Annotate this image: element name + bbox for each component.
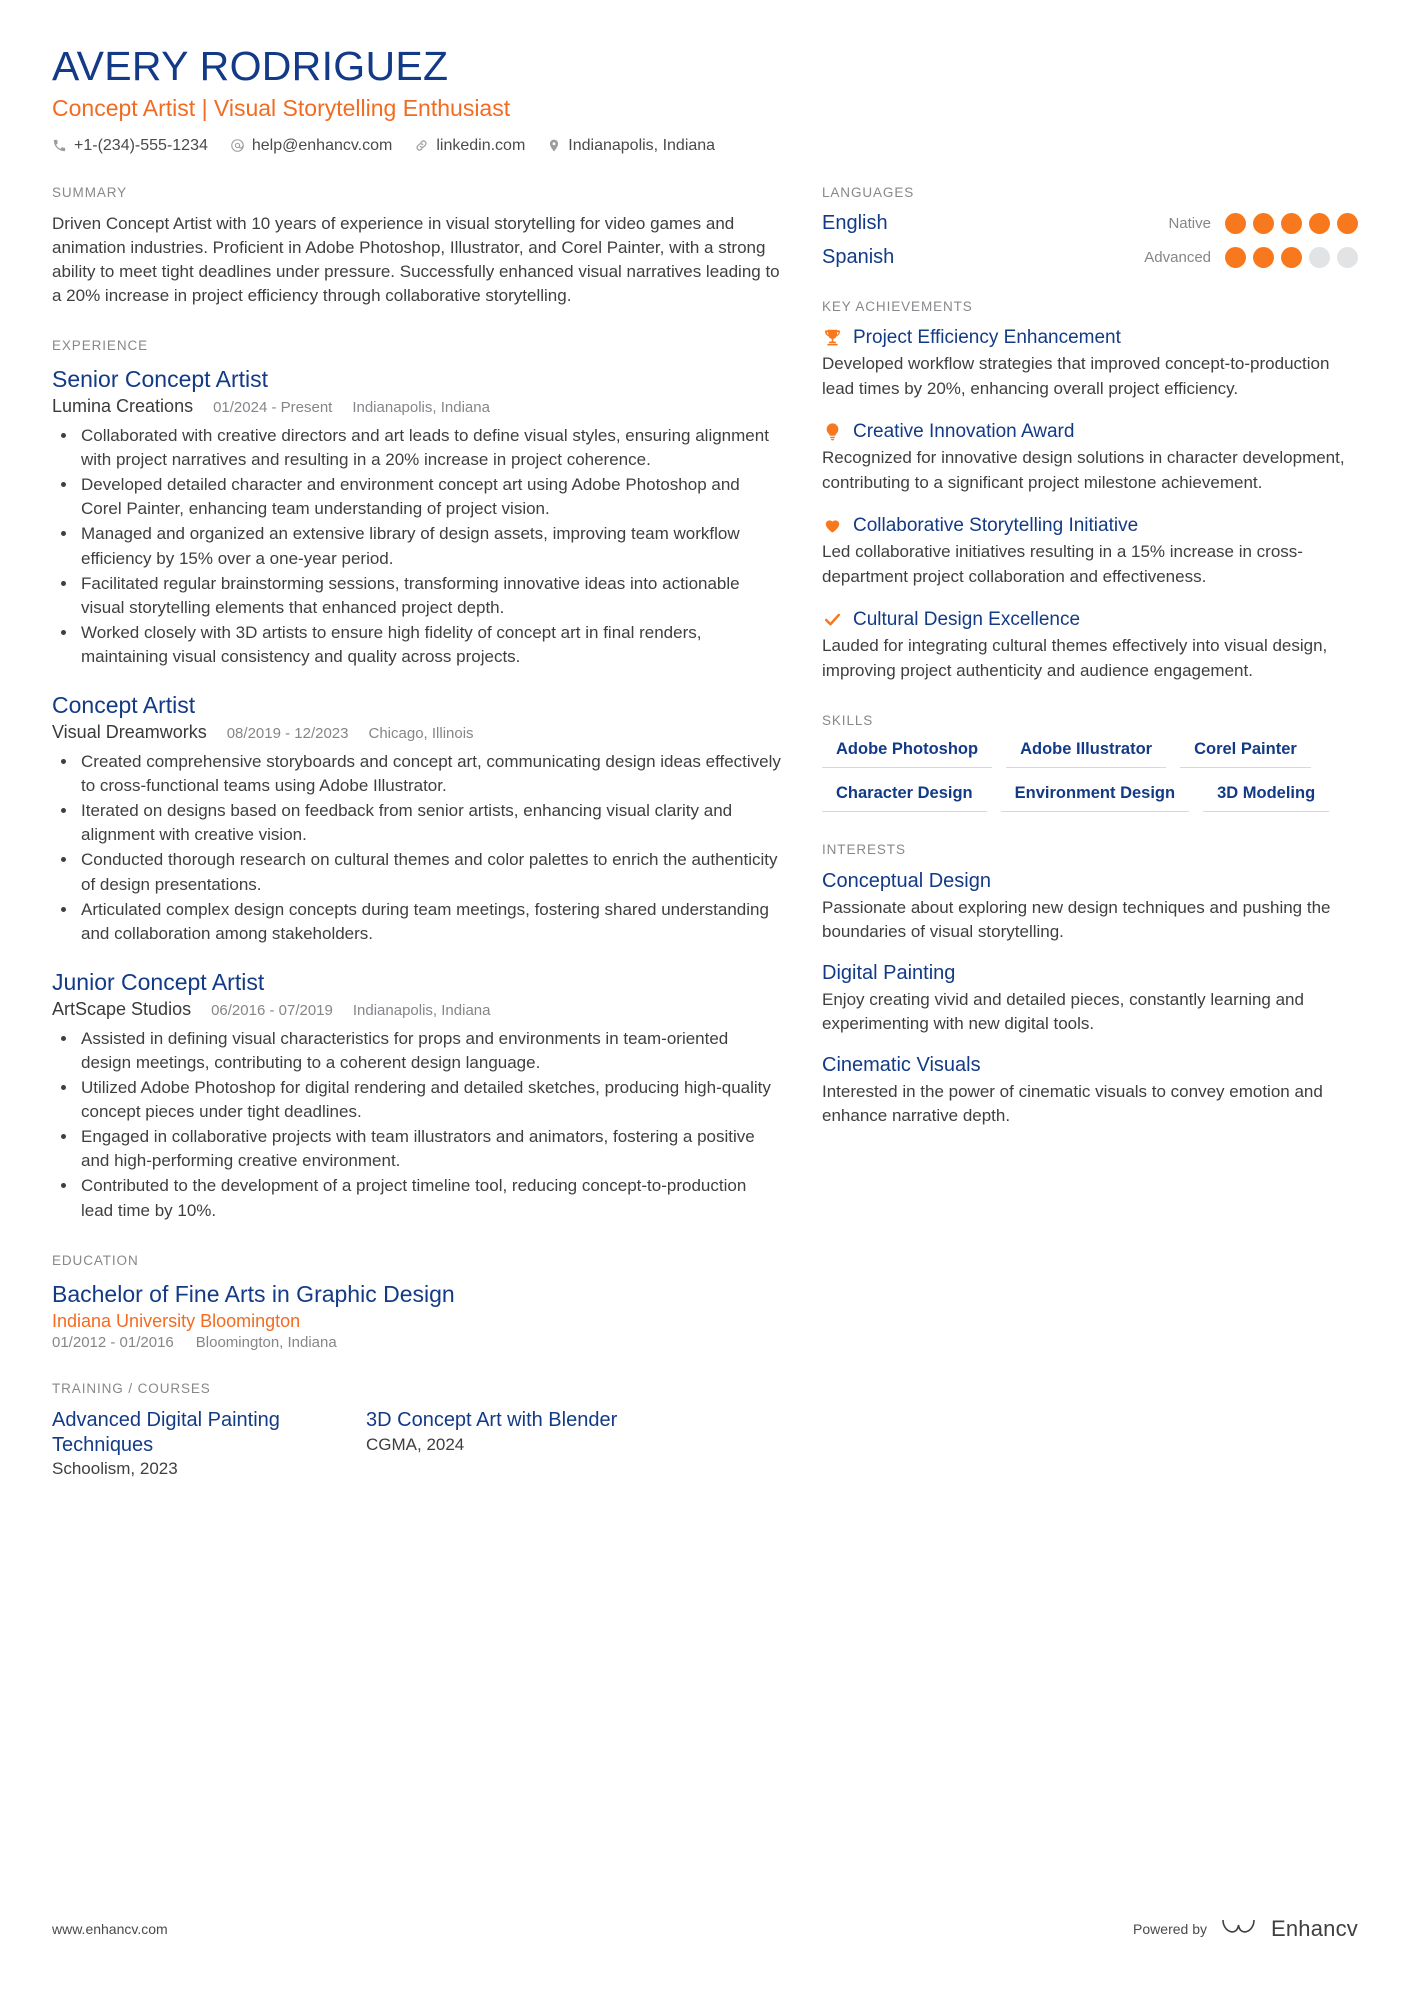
contact-item-2[interactable] [414, 137, 525, 155]
experience-section-label: EXPERIENCE [52, 338, 149, 354]
skill-tag: Corel Painter [1180, 740, 1311, 768]
training-entry [366, 1408, 638, 1479]
job-dates: 01/2024 - Present [213, 398, 333, 416]
experience-bullet: • Articulated complex design concepts during team meetings, fostering shared understanding and collaboration among stakeholders. [78, 898, 782, 946]
experience-list [52, 365, 782, 1223]
language-row [822, 246, 1358, 269]
language-level-dot [1253, 247, 1274, 268]
language-level-dot [1253, 213, 1274, 234]
experience-section [52, 338, 782, 1223]
achievement-title: Project Efficiency Enhancement [853, 326, 1121, 348]
footer-brand [1133, 1914, 1358, 1943]
experience-entry [52, 365, 782, 669]
skills-section [822, 713, 1358, 812]
brand-name: Enhancv [1270, 1915, 1358, 1941]
phone-icon [52, 138, 67, 153]
location-pin-icon [547, 138, 561, 153]
achievement-entry [822, 514, 1358, 589]
experience-bullet: • Managed and organized an extensive library of design assets, improving team workflow efficiency by 15% over a one-year period. [78, 522, 782, 570]
education-location: Bloomington, Indiana [195, 1334, 337, 1352]
experience-bullet: • Conducted thorough research on cultural themes and color palettes to enrich the authenticity of design presentations. [78, 848, 782, 896]
experience-bullet: • Iterated on designs based on feedback from senior artists, enhancing visual clarity and alignment with creative vision. [78, 799, 782, 847]
achievement-description: Lauded for integrating cultural themes effectively into visual design, improving project authenticity and audience engagement. [822, 636, 1328, 680]
education-list [52, 1280, 782, 1352]
achievement-entry [822, 326, 1358, 401]
training-section [52, 1381, 782, 1479]
contact-row [52, 137, 1358, 155]
job-title: Junior Concept Artist [52, 968, 265, 995]
email-icon [230, 138, 245, 153]
summary-text: Driven Concept Artist with 10 years of experience in visual storytelling for video games and animation industries. Proficient in Adobe Photoshop, Illustrator, and Corel Painter, with a strong ability to meet tight deadlines under pressure. Successfully enhanced visual narratives leading to a 20% increase in project efficiency through collaborative storytelling. [52, 213, 780, 306]
experience-bullet: • Created comprehensive storyboards and concept art, communicating design ideas effectively to cross-functional teams using Adobe Illustrator. [78, 750, 782, 798]
experience-entry [52, 968, 782, 1223]
interest-title: Digital Painting [822, 961, 956, 984]
enhancv-logo-icon [1219, 1914, 1259, 1943]
experience-bullet: • Facilitated regular brainstorming sessions, transforming innovative ideas into actionable visual storytelling elements that enhanced project depth. [78, 572, 782, 620]
training-entry [52, 1408, 324, 1479]
experience-bullet: • Worked closely with 3D artists to ensure high fidelity of concept art in final renders, maintaining visual consistency and quality across projects. [78, 621, 782, 669]
interest-entry [822, 961, 1358, 1036]
right-column [822, 185, 1358, 1159]
experience-bullet: • Collaborated with creative directors and art leads to define visual styles, ensuring alignment with project narratives and resulting in a 20% increase in project coherence. [78, 424, 782, 472]
job-title: Concept Artist [52, 692, 196, 719]
language-level-dot [1309, 213, 1330, 234]
language-level-dots [1225, 247, 1358, 268]
achievement-description: Developed workflow strategies that improved concept-to-production lead times by 20%, enhancing overall project efficiency. [822, 354, 1330, 398]
achievement-entry [822, 608, 1358, 683]
interest-entry [822, 869, 1358, 944]
experience-entry [52, 691, 782, 946]
job-meta [52, 999, 782, 1020]
job-location: Indianapolis, Indiana [352, 398, 490, 416]
achievement-header [822, 514, 1358, 538]
skill-tag: Environment Design [1001, 784, 1189, 812]
job-company: Lumina Creations [52, 395, 194, 416]
achievement-title: Collaborative Storytelling Initiative [853, 514, 1139, 536]
language-level-dot [1309, 247, 1330, 268]
achievements-section [822, 299, 1358, 683]
languages-list [822, 212, 1358, 269]
page-footer [52, 1914, 1358, 1943]
achievement-header [822, 608, 1358, 632]
achievements-list [822, 326, 1358, 683]
experience-bullets [52, 424, 782, 669]
experience-bullet: • Engaged in collaborative projects with team illustrators and animators, fostering a positive and high-performing creative environment. [78, 1125, 782, 1173]
interest-description: Enjoy creating vivid and detailed pieces, constantly learning and experimenting with new digital tools. [822, 989, 1304, 1034]
contact-text: +1-(234)-555-1234 [74, 136, 208, 154]
link-icon [414, 138, 429, 153]
education-school: Indiana University Bloomington [52, 1311, 301, 1332]
achievements-section-label: KEY ACHIEVEMENTS [822, 298, 973, 314]
interest-title: Conceptual Design [822, 869, 991, 892]
language-level-dots [1225, 213, 1358, 234]
training-section-label: TRAINING / COURSES [52, 1381, 211, 1397]
skills-section-label: SKILLS [822, 712, 874, 728]
experience-bullet: • Developed detailed character and environment concept art using Adobe Photoshop and Corel Painter, enhancing team understanding of project vision. [78, 473, 782, 521]
heart-icon [822, 516, 843, 535]
language-level-dot [1281, 247, 1302, 268]
language-level-dot [1225, 213, 1246, 234]
education-dates: 01/2012 - 01/2016 [52, 1334, 174, 1352]
languages-section [822, 185, 1358, 269]
interests-list [822, 869, 1358, 1129]
job-location: Indianapolis, Indiana [352, 1001, 491, 1019]
job-company: Visual Dreamworks [52, 721, 207, 742]
summary-section [52, 185, 782, 309]
experience-bullets [52, 1027, 782, 1223]
job-meta [52, 396, 782, 417]
interest-title: Cinematic Visuals [822, 1054, 981, 1077]
training-subtitle: Schoolism, 2023 [52, 1459, 178, 1479]
contact-item-0[interactable] [52, 137, 208, 155]
language-name: English [822, 211, 888, 234]
education-degree: Bachelor of Fine Arts in Graphic Design [52, 1280, 455, 1307]
headline: Concept Artist | Visual Storytelling Enthusiast [52, 95, 511, 122]
experience-bullets [52, 750, 782, 946]
training-title: Advanced Digital Painting Techniques [52, 1409, 280, 1456]
contact-item-3[interactable] [547, 137, 715, 155]
skill-tag: 3D Modeling [1203, 784, 1329, 812]
experience-bullet: • Assisted in defining visual characteristics for props and environments in team-oriented design meetings, contributing to a coherent design language. [78, 1027, 782, 1075]
language-level-dot [1337, 247, 1358, 268]
language-level-label: Advanced [1144, 248, 1211, 266]
skills-list [822, 740, 1358, 812]
interests-section [822, 842, 1358, 1129]
trophy-icon [822, 328, 843, 347]
contact-text: linkedin.com [436, 136, 526, 154]
education-entry [52, 1280, 782, 1352]
language-name: Spanish [822, 245, 895, 268]
check-icon [822, 610, 843, 629]
interests-section-label: INTERESTS [822, 841, 906, 857]
resume-header [52, 44, 1358, 155]
job-company: ArtScape Studios [52, 998, 192, 1019]
experience-bullet: • Utilized Adobe Photoshop for digital rendering and detailed sketches, producing high-quality concept pieces under tight deadlines. [78, 1076, 782, 1124]
skill-tag: Adobe Photoshop [822, 740, 992, 768]
achievement-header [822, 420, 1358, 444]
training-subtitle: CGMA, 2024 [366, 1434, 465, 1454]
skill-tag: Character Design [822, 784, 987, 812]
education-meta [52, 1334, 782, 1351]
languages-section-label: LANGUAGES [822, 184, 915, 200]
achievement-entry [822, 420, 1358, 495]
interest-description: Passionate about exploring new design techniques and pushing the boundaries of visual storytelling. [822, 897, 1331, 941]
job-location: Chicago, Illinois [368, 724, 474, 742]
achievement-title: Creative Innovation Award [853, 420, 1075, 442]
skill-tag: Adobe Illustrator [1006, 740, 1166, 768]
interest-entry [822, 1053, 1358, 1128]
footer-website-link[interactable]: www.enhancv.com [52, 1920, 168, 1937]
language-level-dot [1281, 213, 1302, 234]
page-title: AVERY RODRIGUEZ [52, 43, 449, 89]
language-level-dot [1225, 247, 1246, 268]
achievement-title: Cultural Design Excellence [853, 608, 1081, 630]
language-level-label: Native [1168, 214, 1211, 232]
achievement-header [822, 326, 1358, 350]
achievement-description: Recognized for innovative design solutions in character development, contributing to a significant project milestone achievement. [822, 448, 1345, 492]
language-row [822, 212, 1358, 235]
summary-section-label: SUMMARY [52, 184, 128, 200]
lightbulb-icon [822, 422, 843, 441]
interest-description: Interested in the power of cinematic visuals to convey emotion and enhance narrative depth. [822, 1082, 1323, 1126]
achievement-description: Led collaborative initiatives resulting in a 15% increase in cross-department project collaboration and effectiveness. [822, 542, 1303, 586]
education-section [52, 1253, 782, 1352]
training-title: 3D Concept Art with Blender [366, 1409, 618, 1432]
training-list [52, 1408, 782, 1479]
contact-text: help@enhancv.com [251, 136, 393, 154]
job-dates: 06/2016 - 07/2019 [211, 1001, 333, 1019]
experience-bullet: • Contributed to the development of a project timeline tool, reducing concept-to-production lead time by 10%. [78, 1174, 782, 1222]
left-column [52, 185, 822, 1510]
job-title: Senior Concept Artist [52, 366, 269, 393]
content-columns [52, 185, 1358, 1510]
job-dates: 08/2019 - 12/2023 [226, 724, 349, 742]
contact-text: Indianapolis, Indiana [568, 136, 716, 154]
language-level-dot [1337, 213, 1358, 234]
job-meta [52, 722, 782, 743]
education-section-label: EDUCATION [52, 1252, 139, 1268]
contact-item-1[interactable] [230, 137, 392, 155]
powered-by-label: Powered by [1133, 1920, 1207, 1937]
